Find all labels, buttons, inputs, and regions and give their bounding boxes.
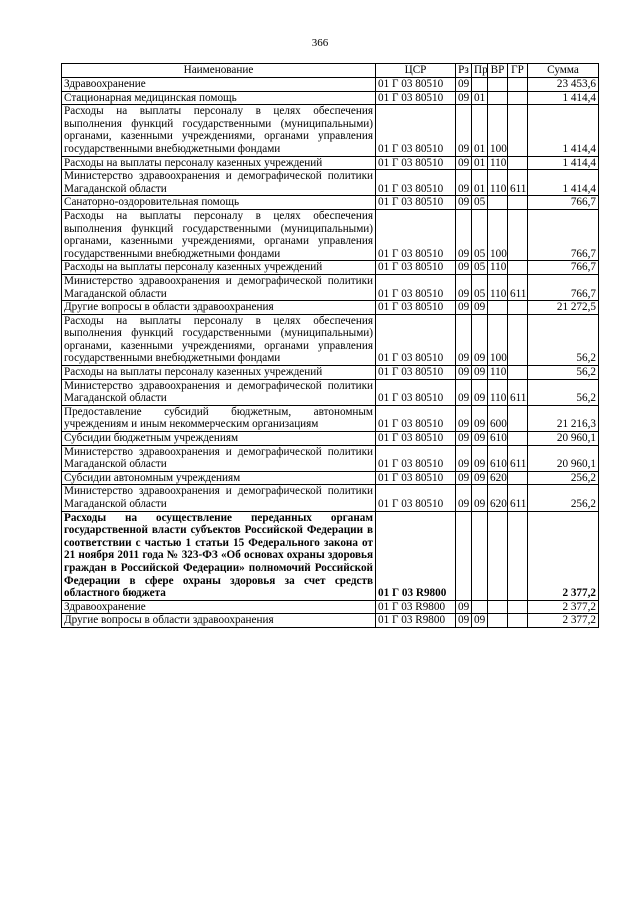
row-gr-cell <box>508 600 528 614</box>
row-csr-cell: 01 Г 03 80510 <box>376 432 456 446</box>
row-name-cell: Министерство здравоохранения и демографической политики Магаданской области <box>62 445 376 471</box>
row-gr-cell <box>508 614 528 628</box>
table-row <box>62 78 599 92</box>
row-pr-cell: 09 <box>472 614 488 628</box>
row-name-cell: Субсидии бюджетным учреждениям <box>62 432 376 446</box>
row-rz-cell: 09 <box>456 432 472 446</box>
row-gr-cell <box>508 78 528 92</box>
row-csr-cell: 01 Г 03 80510 <box>376 91 456 105</box>
row-gr-cell <box>508 301 528 315</box>
row-name-cell: Здравоохранение <box>62 600 376 614</box>
table-row <box>62 261 599 275</box>
header-csr: ЦСР <box>376 64 456 78</box>
table-row <box>62 301 599 315</box>
row-csr-cell: 01 Г 03 80510 <box>376 196 456 210</box>
table-row <box>62 379 599 405</box>
table-body <box>62 78 599 628</box>
row-pr-cell: 05 <box>472 196 488 210</box>
row-name-cell: Субсидии автономным учреждениям <box>62 471 376 485</box>
row-sum-cell: 766,7 <box>528 261 599 275</box>
table-row <box>62 274 599 300</box>
header-pr: Пр <box>472 64 488 78</box>
table-row <box>62 196 599 210</box>
row-sum-cell: 23 453,6 <box>528 78 599 92</box>
row-gr-cell <box>508 156 528 170</box>
row-vr-cell <box>488 91 508 105</box>
row-name-cell: Расходы на выплаты персоналу казенных учреждений <box>62 156 376 170</box>
row-name-cell: Министерство здравоохранения и демографической политики Магаданской области <box>62 274 376 300</box>
row-csr-cell: 01 Г 03 80510 <box>376 274 456 300</box>
row-sum-cell: 56,2 <box>528 366 599 380</box>
header-vr: ВР <box>488 64 508 78</box>
row-name-cell: Предоставление субсидий бюджетным, автономным учреждениям и иным некоммерческим организациям <box>62 405 376 431</box>
row-gr-cell <box>508 432 528 446</box>
table-row <box>62 432 599 446</box>
row-pr-cell: 05 <box>472 261 488 275</box>
row-vr-cell <box>488 511 508 600</box>
row-pr-cell: 09 <box>472 405 488 431</box>
table-row <box>62 156 599 170</box>
table-row <box>62 614 599 628</box>
row-name-cell: Министерство здравоохранения и демографической политики Магаданской области <box>62 485 376 511</box>
row-vr-cell: 110 <box>488 366 508 380</box>
row-sum-cell: 256,2 <box>528 485 599 511</box>
row-csr-cell: 01 Г 03 80510 <box>376 405 456 431</box>
page-number: 366 <box>311 37 329 49</box>
row-sum-cell: 766,7 <box>528 209 599 260</box>
row-name-cell: Расходы на выплаты персоналу казенных учреждений <box>62 261 376 275</box>
row-gr-cell <box>508 209 528 260</box>
row-csr-cell: 01 Г 03 80510 <box>376 301 456 315</box>
row-csr-cell: 01 Г 03 80510 <box>376 471 456 485</box>
table-row <box>62 366 599 380</box>
row-sum-cell: 1 414,4 <box>528 170 599 196</box>
row-vr-cell <box>488 78 508 92</box>
row-pr-cell <box>472 78 488 92</box>
row-vr-cell <box>488 301 508 315</box>
row-csr-cell: 01 Г 03 80510 <box>376 445 456 471</box>
row-rz-cell: 09 <box>456 105 472 156</box>
row-name-cell: Другие вопросы в области здравоохранения <box>62 614 376 628</box>
table-row <box>62 485 599 511</box>
row-pr-cell: 05 <box>472 274 488 300</box>
row-csr-cell: 01 Г 03 R9800 <box>376 614 456 628</box>
row-pr-cell: 09 <box>472 445 488 471</box>
row-pr-cell: 01 <box>472 105 488 156</box>
row-vr-cell: 100 <box>488 105 508 156</box>
row-name-cell: Расходы на выплаты персоналу в целях обеспечения выполнения функций государственными (муниципальными) органами, казенными учреждениями, органами управления государственными внебюджетными фондами <box>62 105 376 156</box>
table-row <box>62 170 599 196</box>
row-vr-cell: 610 <box>488 432 508 446</box>
row-rz-cell: 09 <box>456 91 472 105</box>
row-name-cell: Расходы на осуществление переданных органам государственной власти субъектов Российской Федерации в соответствии с частью 1 статьи 15 Федерального закона от 21 ноября 2011 года № 323-ФЗ «Об основах охраны здоровья граждан в Российской Федерации» полномочий Российской Федерации в сфере охраны здоровья за счет средств областного бюджета <box>62 511 376 600</box>
row-rz-cell: 09 <box>456 600 472 614</box>
row-pr-cell: 09 <box>472 471 488 485</box>
row-pr-cell <box>472 600 488 614</box>
row-vr-cell: 600 <box>488 405 508 431</box>
row-rz-cell: 09 <box>456 209 472 260</box>
row-csr-cell: 01 Г 03 80510 <box>376 485 456 511</box>
header-name: Наименование <box>62 64 376 78</box>
row-vr-cell: 110 <box>488 274 508 300</box>
row-sum-cell: 21 272,5 <box>528 301 599 315</box>
row-rz-cell: 09 <box>456 379 472 405</box>
row-sum-cell: 21 216,3 <box>528 405 599 431</box>
row-pr-cell: 09 <box>472 366 488 380</box>
row-name-cell: Министерство здравоохранения и демографической политики Магаданской области <box>62 170 376 196</box>
row-sum-cell: 1 414,4 <box>528 91 599 105</box>
row-sum-cell: 56,2 <box>528 379 599 405</box>
row-rz-cell: 09 <box>456 471 472 485</box>
row-sum-cell: 766,7 <box>528 196 599 210</box>
row-gr-cell <box>508 366 528 380</box>
row-rz-cell: 09 <box>456 301 472 315</box>
row-gr-cell <box>508 91 528 105</box>
row-vr-cell: 110 <box>488 170 508 196</box>
row-sum-cell: 20 960,1 <box>528 445 599 471</box>
row-name-cell: Министерство здравоохранения и демографической политики Магаданской области <box>62 379 376 405</box>
row-gr-cell: 611 <box>508 170 528 196</box>
row-gr-cell: 611 <box>508 379 528 405</box>
table-row <box>62 600 599 614</box>
row-pr-cell: 09 <box>472 314 488 365</box>
table-row <box>62 471 599 485</box>
row-rz-cell: 09 <box>456 274 472 300</box>
row-vr-cell <box>488 614 508 628</box>
row-vr-cell: 110 <box>488 156 508 170</box>
row-vr-cell <box>488 196 508 210</box>
row-csr-cell: 01 Г 03 80510 <box>376 78 456 92</box>
row-gr-cell: 611 <box>508 445 528 471</box>
row-gr-cell <box>508 405 528 431</box>
row-vr-cell: 620 <box>488 471 508 485</box>
row-sum-cell: 2 377,2 <box>528 511 599 600</box>
row-rz-cell <box>456 511 472 600</box>
table-row <box>62 209 599 260</box>
row-vr-cell: 100 <box>488 314 508 365</box>
row-name-cell: Расходы на выплаты персоналу казенных учреждений <box>62 366 376 380</box>
row-rz-cell: 09 <box>456 445 472 471</box>
row-sum-cell: 1 414,4 <box>528 156 599 170</box>
row-pr-cell: 09 <box>472 432 488 446</box>
row-rz-cell: 09 <box>456 196 472 210</box>
row-vr-cell: 110 <box>488 261 508 275</box>
row-rz-cell: 09 <box>456 261 472 275</box>
row-vr-cell: 100 <box>488 209 508 260</box>
row-gr-cell: 611 <box>508 485 528 511</box>
table-row <box>62 91 599 105</box>
table-row <box>62 511 599 600</box>
row-pr-cell <box>472 511 488 600</box>
row-pr-cell: 09 <box>472 301 488 315</box>
row-name-cell: Санаторно-оздоровительная помощь <box>62 196 376 210</box>
row-csr-cell: 01 Г 03 80510 <box>376 105 456 156</box>
row-pr-cell: 09 <box>472 379 488 405</box>
row-rz-cell: 09 <box>456 78 472 92</box>
header-rz: Рз <box>456 64 472 78</box>
row-csr-cell: 01 Г 03 80510 <box>376 366 456 380</box>
budget-table <box>61 63 599 628</box>
table-row <box>62 314 599 365</box>
row-name-cell: Здравоохранение <box>62 78 376 92</box>
row-csr-cell: 01 Г 03 80510 <box>376 209 456 260</box>
row-rz-cell: 09 <box>456 156 472 170</box>
row-csr-cell: 01 Г 03 80510 <box>376 170 456 196</box>
row-sum-cell: 1 414,4 <box>528 105 599 156</box>
row-sum-cell: 256,2 <box>528 471 599 485</box>
row-csr-cell: 01 Г 03 80510 <box>376 314 456 365</box>
row-rz-cell: 09 <box>456 614 472 628</box>
row-vr-cell: 610 <box>488 445 508 471</box>
row-rz-cell: 09 <box>456 485 472 511</box>
table-row <box>62 105 599 156</box>
row-pr-cell: 01 <box>472 91 488 105</box>
row-gr-cell <box>508 314 528 365</box>
row-sum-cell: 766,7 <box>528 274 599 300</box>
row-name-cell: Стационарная медицинская помощь <box>62 91 376 105</box>
table-row <box>62 445 599 471</box>
row-pr-cell: 09 <box>472 485 488 511</box>
table-row <box>62 405 599 431</box>
row-csr-cell: 01 Г 03 80510 <box>376 156 456 170</box>
row-pr-cell: 05 <box>472 209 488 260</box>
row-rz-cell: 09 <box>456 405 472 431</box>
row-rz-cell: 09 <box>456 314 472 365</box>
row-gr-cell <box>508 196 528 210</box>
row-pr-cell: 01 <box>472 156 488 170</box>
row-vr-cell: 110 <box>488 379 508 405</box>
table-header-row <box>62 64 599 78</box>
row-sum-cell: 56,2 <box>528 314 599 365</box>
row-csr-cell: 01 Г 03 R9800 <box>376 600 456 614</box>
row-gr-cell <box>508 105 528 156</box>
row-gr-cell <box>508 511 528 600</box>
row-csr-cell: 01 Г 03 R9800 <box>376 511 456 600</box>
row-name-cell: Другие вопросы в области здравоохранения <box>62 301 376 315</box>
row-gr-cell <box>508 471 528 485</box>
header-gr: ГР <box>508 64 528 78</box>
row-gr-cell: 611 <box>508 274 528 300</box>
row-name-cell: Расходы на выплаты персоналу в целях обеспечения выполнения функций государственными (муниципальными) органами, казенными учреждениями, органами управления государственными внебюджетными фондами <box>62 209 376 260</box>
row-gr-cell <box>508 261 528 275</box>
row-csr-cell: 01 Г 03 80510 <box>376 379 456 405</box>
row-pr-cell: 01 <box>472 170 488 196</box>
row-rz-cell: 09 <box>456 170 472 196</box>
row-sum-cell: 2 377,2 <box>528 600 599 614</box>
header-sum: Сумма <box>528 64 599 78</box>
row-sum-cell: 20 960,1 <box>528 432 599 446</box>
row-sum-cell: 2 377,2 <box>528 614 599 628</box>
row-rz-cell: 09 <box>456 366 472 380</box>
row-vr-cell: 620 <box>488 485 508 511</box>
row-vr-cell <box>488 600 508 614</box>
row-name-cell: Расходы на выплаты персоналу в целях обеспечения выполнения функций государственными (муниципальными) органами, казенными учреждениями, органами управления государственными внебюджетными фондами <box>62 314 376 365</box>
row-csr-cell: 01 Г 03 80510 <box>376 261 456 275</box>
